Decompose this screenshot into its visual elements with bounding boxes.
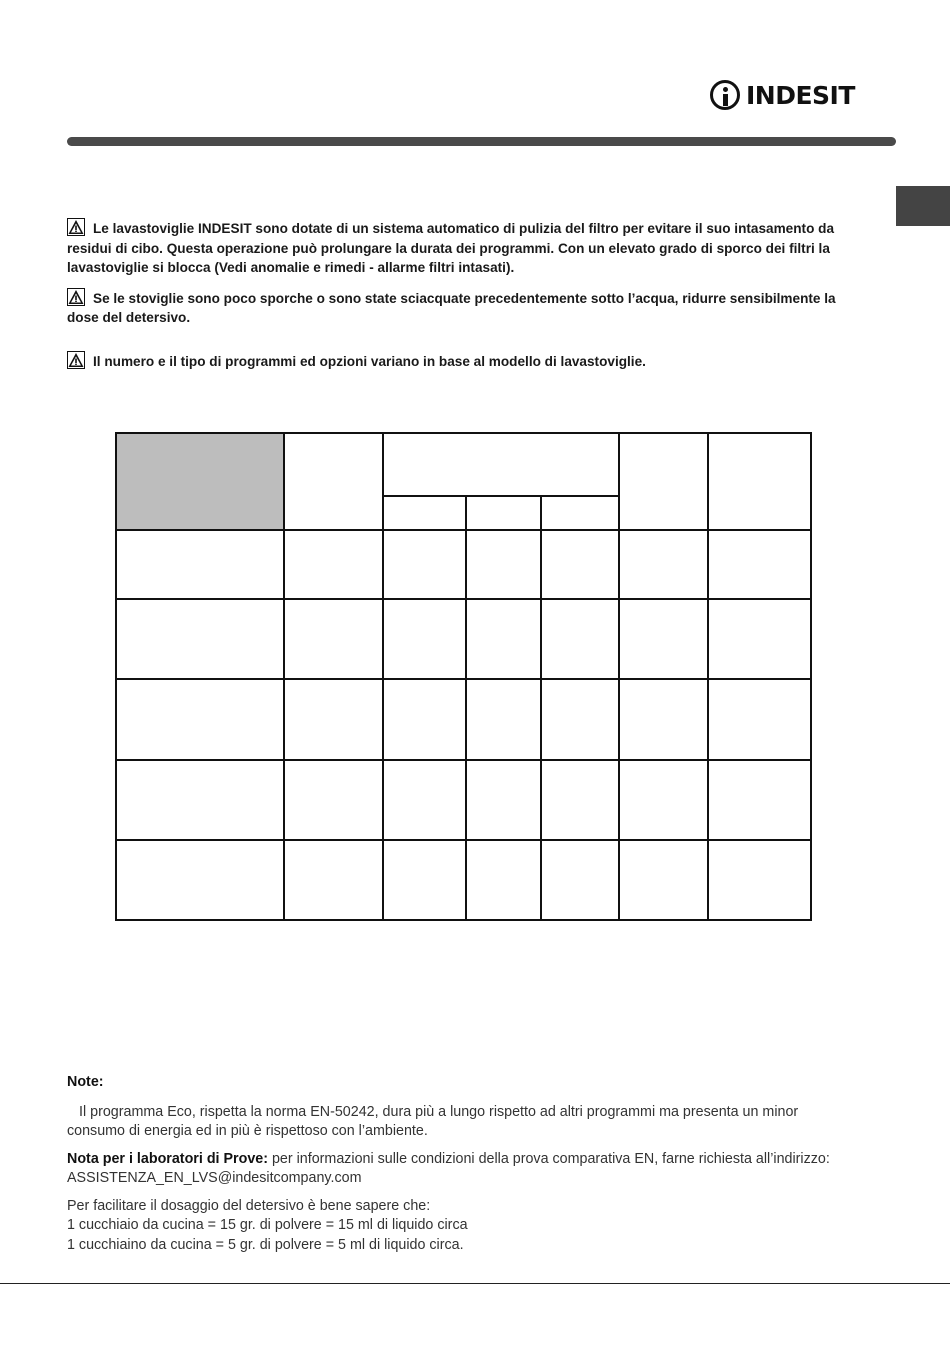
warning-icon xyxy=(67,288,85,306)
table-cell xyxy=(541,599,619,679)
table-row xyxy=(116,760,811,840)
table-cell xyxy=(466,599,541,679)
table-cell xyxy=(466,840,541,920)
table-cell xyxy=(708,599,811,679)
table-cell xyxy=(116,840,284,920)
table-cell xyxy=(466,679,541,760)
table-row xyxy=(116,530,811,599)
notes-title: Note: xyxy=(67,1074,104,1090)
table-cell xyxy=(383,530,466,599)
table-cell xyxy=(284,599,384,679)
table-row xyxy=(116,840,811,920)
table-cell xyxy=(116,679,284,760)
warning-icon xyxy=(67,218,85,236)
subheader-cell xyxy=(383,496,466,530)
brand-name: INDESIT xyxy=(746,80,855,110)
header-cell xyxy=(284,433,384,530)
table-cell xyxy=(619,840,709,920)
indesit-logo-icon xyxy=(710,80,740,110)
warning-detergent xyxy=(67,288,867,328)
table-cell xyxy=(466,530,541,599)
warning-icon xyxy=(67,351,85,369)
header-rule xyxy=(67,137,896,146)
table-cell xyxy=(541,679,619,760)
warning-notes xyxy=(67,218,867,381)
table-cell xyxy=(383,840,466,920)
table-cell xyxy=(541,760,619,840)
dosage-line: 1 cucchiaio da cucina = 15 gr. di polvere = 15 ml di liquido circa xyxy=(67,1217,468,1233)
table-row xyxy=(116,599,811,679)
eco-note: Il programma Eco, rispetta la norma EN-50242, dura più a lungo rispetto ad altri programmi ma presenta un minor consumo di energia ed in più è rispettoso con l’ambiente. xyxy=(67,1103,799,1139)
warning-text: Le lavastoviglie INDESIT sono dotate di un sistema automatico di pulizia del filtro per evitare il suo intasamento da residui di cibo. Questa operazione può prolungare la durata dei programmi. Con un elevato grado di sporco dei filtri la lavastoviglie si blocca (Vedi anomalie e rimedi - allarme filtri intasati). xyxy=(67,221,835,275)
subheader-cell xyxy=(466,496,541,530)
table-cell xyxy=(284,530,384,599)
table-cell xyxy=(708,840,811,920)
dosage-intro: Per facilitare il dosaggio del detersivo è bene sapere che: xyxy=(67,1197,431,1214)
table-cell xyxy=(466,760,541,840)
table-cell xyxy=(116,760,284,840)
header-cell xyxy=(708,433,811,530)
table-cell xyxy=(116,599,284,679)
footer-notes xyxy=(67,1073,857,1255)
subheader-cell xyxy=(541,496,619,530)
header-cell xyxy=(619,433,709,530)
table-cell xyxy=(284,760,384,840)
footer-rule xyxy=(0,1283,950,1284)
table-cell xyxy=(383,679,466,760)
table-cell xyxy=(708,760,811,840)
table-cell xyxy=(383,599,466,679)
table-header-row xyxy=(116,433,811,496)
header-cell-group xyxy=(383,433,618,496)
table-cell xyxy=(383,760,466,840)
table-cell xyxy=(541,840,619,920)
table-cell xyxy=(619,760,709,840)
warning-filter xyxy=(67,218,867,278)
table-cell xyxy=(708,530,811,599)
table-row xyxy=(116,679,811,760)
table-cell xyxy=(619,599,709,679)
dosage-line: 1 cucchiaino da cucina = 5 gr. di polvere = 5 ml di liquido circa. xyxy=(67,1236,464,1253)
table-cell xyxy=(541,530,619,599)
warning-text: Il numero e il tipo di programmi ed opzioni variano in base al modello di lavastoviglie. xyxy=(93,353,646,369)
table-cell xyxy=(284,679,384,760)
table-cell xyxy=(619,530,709,599)
lab-note-label: Nota per i laboratori di Prove: xyxy=(67,1150,268,1167)
warning-text: Se le stoviglie sono poco sporche o sono state sciacquate precedentemente sotto l’acqua, ridurre sensibilmente la dose del detersivo. xyxy=(67,290,836,325)
table-cell xyxy=(619,679,709,760)
lab-note xyxy=(67,1150,857,1189)
brand-logo xyxy=(710,76,855,114)
warning-programs xyxy=(67,351,867,372)
programs-table xyxy=(115,432,812,921)
language-tab-marker xyxy=(896,186,950,226)
table-cell xyxy=(284,840,384,920)
lab-note-text: per informazioni sulle condizioni della prova comparativa EN, farne richiesta all’indirizzo: ASSISTENZA_EN_LVS@indesitcompany.com xyxy=(67,1150,830,1186)
table-cell xyxy=(116,530,284,599)
header-cell-program xyxy=(116,433,284,530)
table-cell xyxy=(708,679,811,760)
